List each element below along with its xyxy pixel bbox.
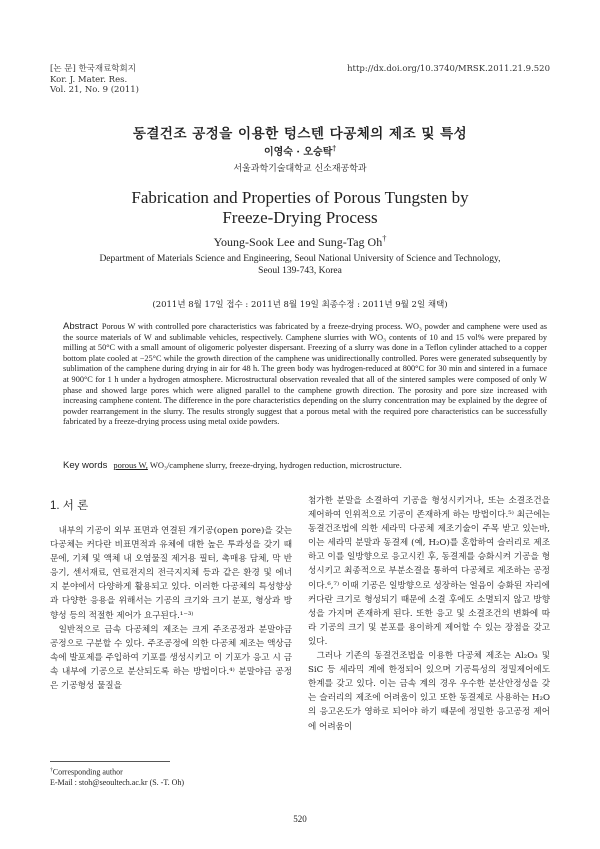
affiliation-english-line1: Department of Materials Science and Engineering, Seoul National University of Science and Technology, bbox=[99, 254, 501, 264]
paragraph: 첨가한 분말을 소결하여 기공을 형성시키거나, 또는 소결조건을 제어하여 인위적으로 기공이 존재하게 하는 방법이다.⁵⁾ 최근에는 동결건조법에 의한 세라믹 다공체 제조기술이 주목 받고 있는바, 이는 세라믹 분말과 동결제 (예, H₂O)를 혼합하여 슬러리로 제조하고 이를 일방향으로 응고시킨 후, 동결제를 승화시켜 기공을 형성시키고 최종적으로 부분소결을 통하여 다공체로 제조하는 공정이다.⁶,⁷⁾ 이때 기공은 일방향으로 성장하는 얼음이 승화된 자리에 커다란 크기로 형성되기 때문에 소결 후에도 소멸되지 않고 방향성을 가지며 존재하게 된다. 또한 응고 및 소결조건의 변화에 따라 기공의 크기 및 분포를 용이하게 제어할 수 있는 장점을 갖고 있다. bbox=[308, 496, 550, 647]
title-english-line2: Freeze-Drying Process bbox=[222, 208, 378, 227]
submission-dates: (2011년 8월 17일 접수 : 2011년 8월 19일 최종수정 : 2011년 9월 2일 채택) bbox=[152, 300, 448, 310]
doi-link[interactable]: http://dx.doi.org/10.3740/MRSK.2011.21.9.520 bbox=[347, 64, 550, 74]
authors-english bbox=[0, 234, 600, 250]
abstract bbox=[63, 322, 547, 428]
right-column bbox=[308, 494, 550, 734]
affiliation-english bbox=[0, 253, 600, 277]
footnote-line1 bbox=[50, 765, 184, 778]
affiliation-english-line2: Seoul 139-743, Korea bbox=[258, 266, 342, 276]
footnote-rule bbox=[50, 761, 170, 762]
footnote-email[interactable]: E-Mail : stoh@seoultech.ac.kr (S. -T. Oh) bbox=[50, 778, 185, 788]
keywords-label: Key words bbox=[63, 460, 108, 471]
section-heading-introduction: 1. 서 론 bbox=[50, 500, 89, 512]
paragraph: 일반적으로 금속 다공체의 제조는 크게 주조공정과 분말야금 공정으로 구분할 수 있다. 주조공정에 의한 다공체 제조는 액상금속에 발포제를 주입하여 기포를 생성시키고 이 기포가 응고 시 금속 내부에 기공으로 분산되도록 하는 방법이다.⁴⁾ 분말야금 공정은 기공형성 물질을 bbox=[50, 624, 292, 692]
keyword-first: porous W, bbox=[113, 460, 148, 470]
abstract-label: Abstract bbox=[63, 321, 98, 332]
authors-english-names: Young-Sook Lee and Sung-Tag Oh bbox=[213, 235, 383, 249]
journal-header bbox=[50, 64, 139, 96]
title-english bbox=[0, 188, 600, 228]
corresponding-mark: † bbox=[332, 143, 337, 153]
paragraph: 그러나 기존의 동결건조법을 이용한 다공체 제조는 Al₂O₃ 및 SiC 등 세라믹 계에 한정되어 있으며 기공특성의 정밀제어에도 한계를 갖고 있다. 이는 금속 계의 경우 우수한 분산안정성을 갖는 슬러리의 제조에 어려움이 있고 또한 동결제로 사용하는 H₂O의 응고온도가 영하로 되어야 하기 때문에 정밀한 응고공정 제어에 어려움이 bbox=[308, 651, 550, 732]
title-korean: 동결건조 공정을 이용한 텅스텐 다공체의 제조 및 특성 bbox=[132, 126, 468, 142]
footnote-corresponding: Corresponding author bbox=[52, 767, 123, 777]
authors-korean-names: 이영숙 · 오승탁 bbox=[263, 147, 333, 158]
paragraph: 내부의 기공이 외부 표면과 연결된 개기공(open pore)을 갖는 다공체는 커다란 비표면적과 유체에 대한 높은 투과성을 갖기 때문에, 기체 및 액체 내 오염물질 제거용 필터, 촉매용 담체, 막 반응기, 센서재료, 연료전지의 전극지지체 등과 같은 환경 및 에너지 분야에서 다양하게 활용되고 있다. 이러한 다공체의 특성향상과 다양한 응용을 위해서는 기공의 크기와 크기 분포, 형상과 방향성 등의 적절한 제어가 요구된다.¹⁻³⁾ bbox=[50, 526, 292, 621]
journal-volume: Vol. 21, No. 9 (2011) bbox=[50, 85, 140, 95]
footnote-mark: † bbox=[50, 767, 53, 773]
journal-name-en: Kor. J. Mater. Res. bbox=[50, 74, 128, 85]
affiliation-korean: 서울과학기술대학교 신소재공학과 bbox=[233, 164, 367, 174]
left-column bbox=[50, 524, 292, 693]
page-number: 520 bbox=[293, 814, 307, 824]
title-english-line1: Fabrication and Properties of Porous Tungsten by bbox=[131, 188, 469, 207]
keywords bbox=[63, 460, 547, 471]
authors-korean bbox=[0, 143, 600, 158]
corresponding-mark-en: † bbox=[382, 234, 387, 243]
footnote bbox=[50, 765, 184, 789]
keyword-list: WO₃/camphene slurry, freeze-drying, hydrogen reduction, microstructure. bbox=[147, 460, 402, 470]
journal-name-ko: [논 문] 한국재료학회지 bbox=[50, 64, 136, 74]
abstract-text: Porous W with controlled pore characteristics was fabricated by a freeze-drying process. WO₃ powder and camphene were used as the source materials of W and sublimable vehicles, respectively. Camphene slurries with WO₃ contents of 10 and 15 vol% were prepared by milling at 50°C with a small amount of oligomeric polyester dispersant. Freezing of a slurry was done in a Teflon cylinder attached to a copper bottom plate cooled at −25°C while the growth direction of the camphene was unidirectionally controlled. Pores were generated subsequently by sublimation of the camphene during drying in air for 48 h. The green body was hydrogen-reduced at 800°C for 30 min and sintered in a furnace at 900°C for 1 h under a hydrogen atmosphere. Microstructural observation revealed that all of the sintered samples were composed of only W phase and showed large pores which were aligned parallel to the camphene growth direction. The porosity and pore size increased with increasing camphene content. The difference in the pore characteristics depending on the slurry concentration may be explained by the degree of powder rearrangement in the slurry. The results strongly suggest that a porous metal with the required pore characteristics can be successfully fabricated by a freeze-drying process using metal oxide powders. bbox=[63, 322, 547, 427]
